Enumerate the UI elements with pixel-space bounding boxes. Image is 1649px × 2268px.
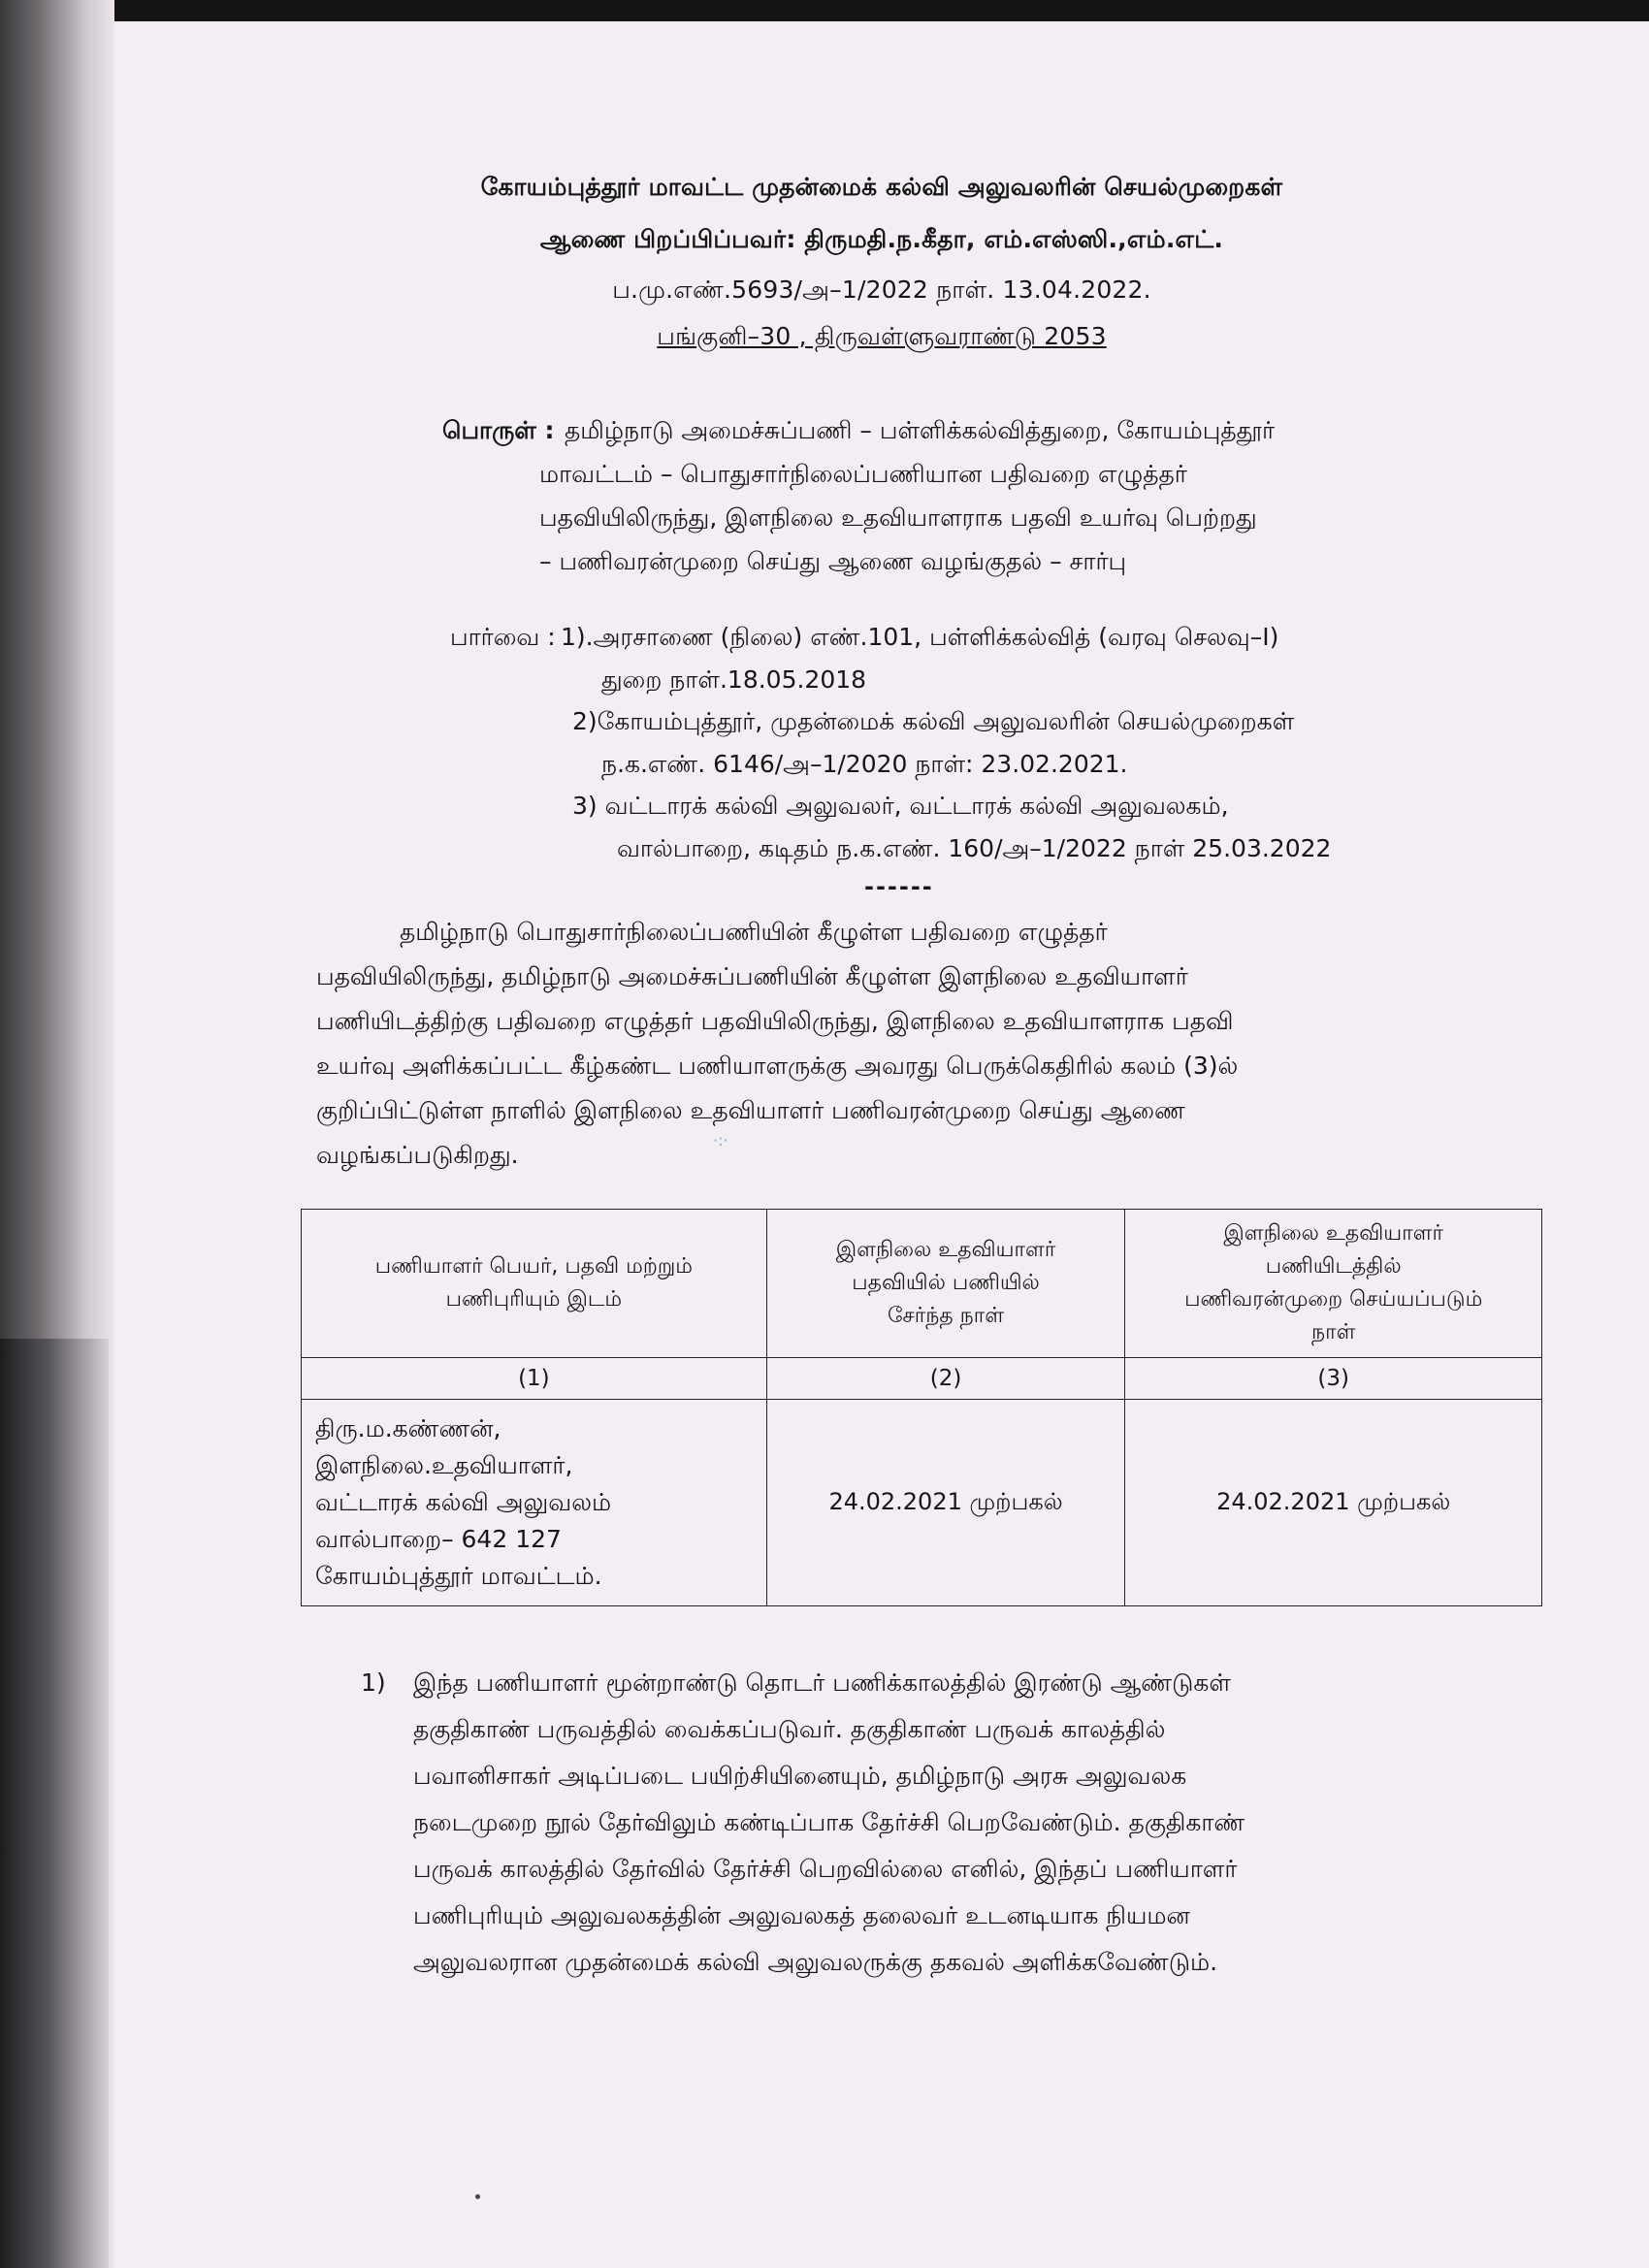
paragraph-line-3: பணியிடத்திற்கு பதிவறை எழுத்தர் பதவியிலிருந்து, இளநிலை உதவியாளராக பதவி — [316, 1007, 1234, 1035]
employee-place: வால்பாறை– 642 127 — [315, 1525, 562, 1553]
paragraph-line-4: உயர்வு அளிக்கப்பட்ட கீழ்கண்ட பணியாளருக்கு அவரது பெருக்கெதிரில் கலம் (3)ல் — [316, 1052, 1239, 1080]
header-reg-line-2: பணியிடத்தில் — [1265, 1254, 1402, 1279]
separator: ------ — [864, 873, 934, 900]
paragraph-line-1: தமிழ்நாடு பொதுசார்நிலைப்பணியின் கீழுள்ள பதிவறை எழுத்தர் — [400, 918, 1108, 946]
subject-line-3: பதவியிலிருந்து, இளநிலை உதவியாளராக பதவி உயர்வு பெற்றது — [539, 503, 1257, 532]
column-number-1: (1) — [302, 1358, 767, 1400]
subject-label: பொருள் : — [442, 416, 555, 444]
tamil-date-text: பங்குனி–30 , திருவள்ளுவராண்டு 2053 — [657, 322, 1107, 350]
paragraph-line-5: குறிப்பிட்டுள்ள நாளில் இளநிலை உதவியாளர் பணிவரன்முறை செய்து ஆணை — [316, 1096, 1185, 1124]
header-joining-line-2: பதவியில் பணியில் — [852, 1271, 1040, 1295]
header-joining-date — [766, 1210, 1125, 1358]
table-row — [302, 1400, 1542, 1606]
header-employee-line-1: பணியாளர் பெயர், பதவி மற்றும் — [374, 1254, 693, 1279]
reference-3: 3) வட்டாரக் கல்வி அலுவலர், வட்டாரக் கல்வி அலுவலகம், — [572, 792, 1229, 820]
reference-3-cont: வால்பாறை, கடிதம் ந.க.எண். 160/அ–1/2022 நாள் 25.03.2022 — [617, 834, 1332, 862]
header-employee — [302, 1210, 767, 1358]
column-number-3: (3) — [1125, 1358, 1542, 1400]
header-employee-line-2: பணிபுரியும் இடம் — [445, 1287, 623, 1312]
reference-number: ப.மு.எண்.5693/அ–1/2022 நாள். 13.04.2022. — [612, 275, 1151, 304]
header-reg-line-4: நாள் — [1310, 1320, 1356, 1345]
issuer-line: ஆணை பிறப்பிப்பவர்: திருமதி.ந.கீதா, எம்.எஸ்ஸி.,எம்.எட். — [539, 225, 1224, 253]
condition-line-7: அலுவலரான முதன்மைக் கல்வி அலுவலருக்கு தகவல் அளிக்கவேண்டும். — [413, 1948, 1218, 1976]
reference-1-cont: துறை நாள்.18.05.2018 — [601, 665, 867, 694]
ink-smudge: ·:· — [713, 1131, 728, 1150]
subject-line-4: – பணிவரன்முறை செய்து ஆணை வழங்குதல் – சார்பு — [539, 547, 1127, 575]
condition-line-6: பணிபுரியும் அலுவலகத்தின் அலுவலகத் தலைவர் உடனடியாக நியமன — [413, 1901, 1190, 1929]
scan-top-edge — [0, 0, 1649, 21]
header-regularisation-date — [1125, 1210, 1542, 1358]
condition-line-1: இந்த பணியாளர் மூன்றாண்டு தொடர் பணிக்காலத்தில் இரண்டு ஆண்டுகள் — [413, 1669, 1231, 1697]
paragraph-line-2: பதவியிலிருந்து, தமிழ்நாடு அமைச்சுப்பணியின் கீழுள்ள இளநிலை உதவியாளர் — [316, 962, 1188, 990]
tamil-date — [114, 322, 1649, 354]
employee-office: வட்டாரக் கல்வி அலுவலம் — [315, 1488, 612, 1516]
reference-2-cont: ந.க.எண். 6146/அ–1/2020 நாள்: 23.02.2021. — [601, 750, 1128, 778]
employee-designation: இளநிலை.உதவியாளர், — [315, 1451, 573, 1479]
subject-line-2: மாவட்டம் – பொதுசார்நிலைப்பணியான பதிவறை எழுத்தர் — [539, 460, 1187, 488]
employee-name: திரு.ம.கண்ணன், — [315, 1414, 501, 1442]
joining-date: 24.02.2021 முற்பகல் — [766, 1400, 1125, 1606]
header-reg-line-3: பணிவரன்முறை செய்யப்படும் — [1184, 1287, 1483, 1312]
staff-table — [301, 1209, 1542, 1606]
subject-line-1: தமிழ்நாடு அமைச்சுப்பணி – பள்ளிக்கல்வித்துறை, கோயம்புத்தூர் — [565, 416, 1276, 444]
table-number-row — [302, 1358, 1542, 1400]
reference-1: 1).அரசாணை (நிலை) எண்.101, பள்ளிக்கல்வித் (வரவு செலவு–I) — [561, 623, 1279, 651]
header-joining-line-1: இளநிலை உதவியாளர் — [835, 1238, 1056, 1262]
references-label: பார்வை : — [450, 623, 556, 651]
regularisation-date: 24.02.2021 முற்பகல் — [1125, 1400, 1542, 1606]
reference-2: 2)கோயம்புத்தூர், முதன்மைக் கல்வி அலுவலரின் செயல்முறைகள் — [572, 707, 1295, 735]
condition-line-3: பவானிசாகர் அடிப்படை பயிற்சியினையும், தமிழ்நாடு அரசு அலுவலக — [413, 1762, 1187, 1790]
scan-left-edge-shadow — [0, 1339, 109, 2268]
condition-line-2: தகுதிகாண் பருவத்தில் வைக்கப்படுவர். தகுதிகாண் பருவக் காலத்தில் — [413, 1715, 1166, 1743]
condition-line-5: பருவக் காலத்தில் தேர்வில் தேர்ச்சி பெறவில்லை எனில், இந்தப் பணியாளர் — [413, 1855, 1238, 1883]
employee-details — [302, 1400, 767, 1606]
employee-district: கோயம்புத்தூர் மாவட்டம். — [315, 1562, 602, 1590]
condition-line-4: நடைமுறை நூல் தேர்விலும் கண்டிப்பாக தேர்ச்சி பெறவேண்டும். தகுதிகாண் — [413, 1808, 1245, 1836]
paragraph-line-6: வழங்கப்படுகிறது. — [316, 1141, 519, 1169]
column-number-2: (2) — [766, 1358, 1125, 1400]
header-joining-line-3: சேர்ந்த நாள் — [887, 1304, 1005, 1328]
header-reg-line-1: இளநிலை உதவியாளர் — [1223, 1221, 1443, 1246]
table-header-row — [302, 1210, 1542, 1358]
condition-number: 1) — [361, 1669, 386, 1697]
ink-dot — [475, 2194, 480, 2199]
document-title: கோயம்புத்தூர் மாவட்ட முதன்மைக் கல்வி அலுவலரின் செயல்முறைகள் — [480, 173, 1283, 201]
